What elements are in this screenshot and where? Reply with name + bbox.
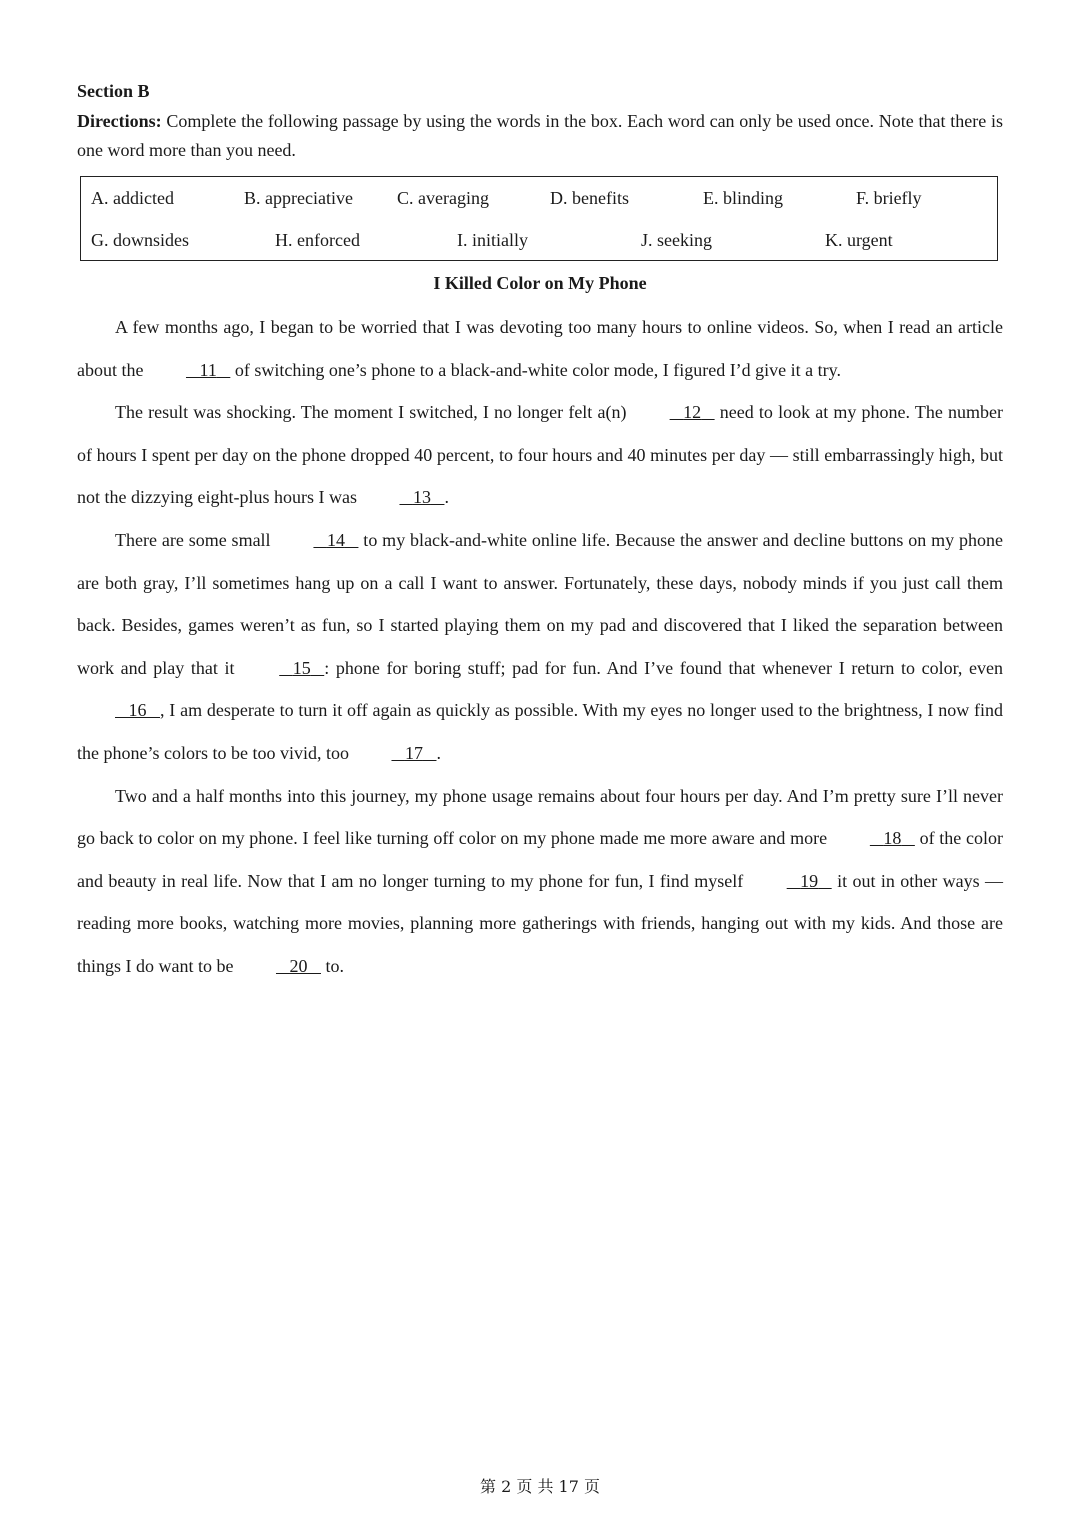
blank-11: [148, 349, 230, 392]
passage-text: to.: [320, 955, 344, 976]
blank-15: [241, 647, 324, 690]
blank-19: [749, 860, 832, 903]
paragraph: [77, 391, 1003, 519]
passage-text: : phone for boring stuff; pad for fun. And I’ve found that whenever I return to color, even: [324, 657, 1004, 678]
passage-text: A few months ago, I began to be worried that I was devoting too many hours to online videos. So, when I read an article about the: [77, 317, 1003, 380]
directions-text: Complete the following passage by using the words in the box. Each word can only be used once. Note that there is one word more than you need.: [77, 111, 1003, 160]
blank-number: 17: [404, 742, 423, 763]
word-option: G. downsides: [91, 230, 189, 250]
passage-title: I Killed Color on My Phone: [433, 273, 647, 293]
blank-20: [238, 945, 321, 988]
passage: [77, 306, 1003, 988]
passage-text: , I am desperate to turn it off again as quickly as possible. With my eyes no longer used to the brightness, I now find the phone’s colors to be too vivid, too: [77, 700, 1003, 763]
blank-number: 20: [289, 955, 308, 976]
blank-number: 13: [412, 487, 431, 508]
paragraph: [77, 306, 1003, 391]
blank-number: 14: [326, 529, 345, 550]
blank-12: [632, 391, 715, 434]
paragraph: [77, 775, 1003, 988]
blank-number: 12: [683, 402, 702, 423]
passage-text: to my black-and-white online life. Because the answer and decline buttons on my phone are both gray, I’ll sometimes hang up on a call I want to answer. Fortunately, these days, nobody minds if you just call them back. Besides, games weren’t as fun, so I started playing them on my pad and discovered that I liked the separation between work and play that it: [77, 529, 1003, 678]
section-title: Section B: [77, 81, 150, 101]
blank-number: 11: [199, 359, 217, 380]
blank-16: [77, 689, 160, 732]
word-option: D. benefits: [550, 188, 629, 208]
directions-label: Directions:: [77, 111, 162, 131]
word-option: H. enforced: [275, 230, 360, 250]
word-option: E. blinding: [703, 188, 783, 208]
passage-text: of the color and beauty in real life. Now that I am no longer turning to my phone for fun, I find myself: [77, 828, 1003, 891]
paragraph: [77, 519, 1003, 775]
blank-number: 19: [800, 870, 819, 891]
blank-number: 16: [128, 700, 147, 721]
passage-text: it out in other ways — reading more books, watching more movies, planning more gatherings with friends, hanging out with my kids. And those are things I do want to be: [77, 870, 1004, 976]
word-box: [80, 176, 998, 261]
word-option: J. seeking: [641, 230, 712, 250]
directions: [77, 107, 1003, 165]
blank-13: [361, 476, 444, 519]
passage-text: .: [436, 742, 441, 763]
blank-14: [275, 519, 358, 562]
passage-text: of switching one’s phone to a black-and-white color mode, I figured I’d give it a try.: [230, 359, 841, 380]
passage-text: need to look at my phone. The number of hours I spent per day on the phone dropped 40 percent, to four hours and 40 minutes per day — still embarrassingly high, but not the dizzying eight-plus hours I was: [77, 402, 1003, 508]
blank-number: 18: [883, 828, 902, 849]
blank-number: 15: [292, 657, 311, 678]
word-option: K. urgent: [825, 230, 893, 250]
word-option: F. briefly: [856, 188, 922, 208]
word-option: B. appreciative: [244, 188, 353, 208]
passage-text: .: [444, 487, 449, 508]
blank-18: [832, 817, 915, 860]
word-option: A. addicted: [91, 188, 174, 208]
blank-17: [353, 732, 436, 775]
passage-text: The result was shocking. The moment I switched, I no longer felt a(n): [115, 402, 632, 423]
word-option: C. averaging: [397, 188, 489, 208]
word-option: I. initially: [457, 230, 528, 250]
page-footer: 第 2 页 共 17 页: [480, 1477, 600, 1496]
passage-text: Two and a half months into this journey, my phone usage remains about four hours per day. And I’m pretty sure I’ll never go back to color on my phone. I feel like turning off color on my phone made me more aware and more: [77, 785, 1003, 849]
passage-text: There are some small: [115, 529, 276, 550]
